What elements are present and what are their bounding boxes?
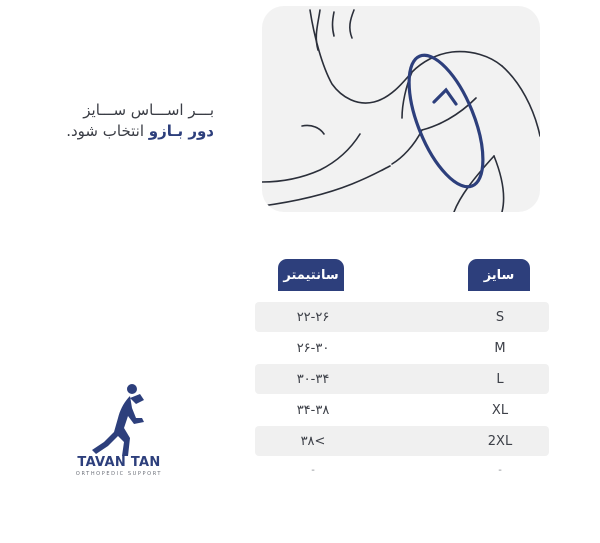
table-row [255,364,549,394]
table-row [255,395,549,425]
header-size: سایز [468,259,530,291]
brand-name: TAVAN TAN [77,455,161,470]
brand-tagline: ORTHOPEDIC SUPPORT [75,471,163,477]
table-row [255,333,549,363]
instruction-line-1: بـــر اســـاس ســـایز [83,101,214,119]
row-size: S [495,309,505,325]
arm-illustration-panel [262,6,540,212]
row-cm: ۳۸< [300,433,326,449]
row-cm: ۳۴-۳۸ [296,402,330,418]
row-cm: ۲۲-۲۶ [296,309,330,325]
table-row [255,302,549,332]
size-instruction [4,100,214,142]
measure-ring-arrow [262,6,540,212]
instruction-rest: انتخاب شود. [66,122,149,140]
row-size: - [498,464,502,476]
instruction-highlight: دور بـازو [148,122,214,140]
row-cm: - [311,464,315,476]
table-row [255,426,549,456]
row-size: 2XL [487,433,513,449]
header-centimeter: سانتیمتر [278,259,344,291]
row-size: L [496,371,504,387]
table-row [255,455,549,485]
row-size: XL [491,402,509,418]
row-cm: ۲۶-۳۰ [296,340,330,356]
row-cm: ۳۰-۳۴ [296,371,330,387]
instruction-line-2 [4,121,214,142]
row-size: M [494,340,506,356]
